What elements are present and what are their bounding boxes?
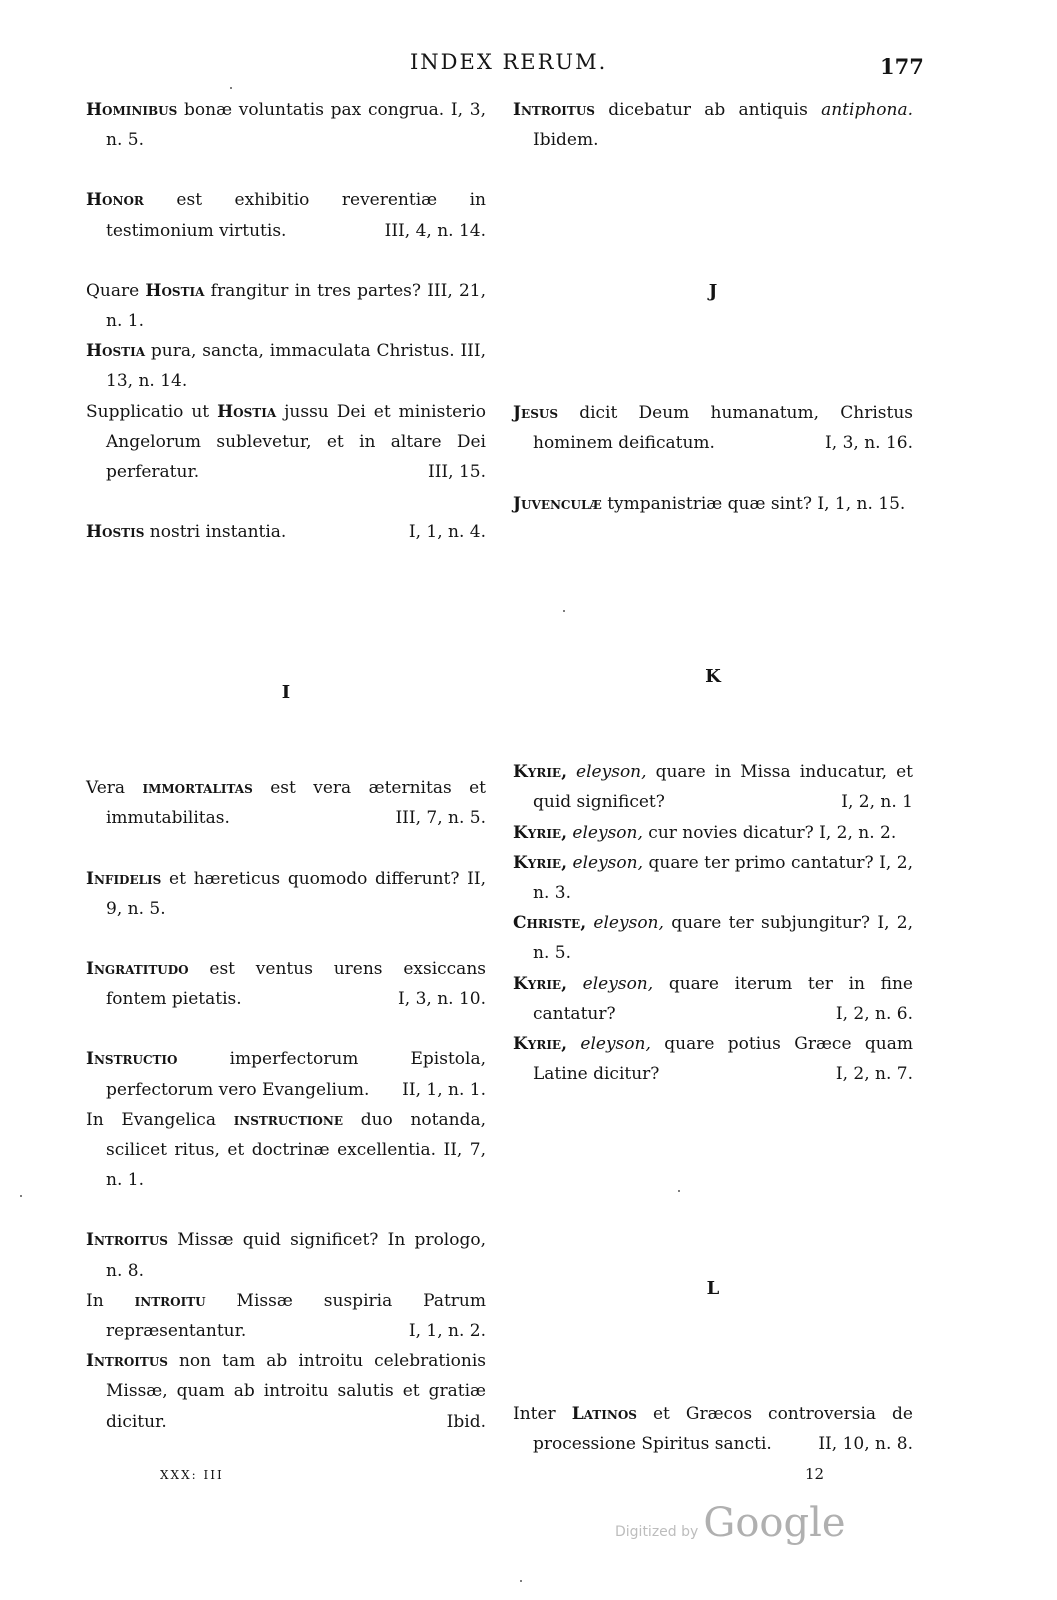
entry-keyword: Hostia [86, 341, 146, 362]
google-logo: Google [703, 1500, 846, 1546]
entry-text: pura, sancta, immaculata Christus. III, 13, n. 14. [106, 341, 486, 392]
entry-prefix: In Evangelica [86, 1109, 234, 1130]
page-number: 177 [880, 54, 924, 79]
index-entry [86, 1105, 486, 1196]
entry-text: dicebatur ab antiquis [594, 100, 822, 120]
entry-spacer [86, 924, 486, 954]
entry-reference: Ibid. [446, 1411, 486, 1432]
entry-prefix: Quare [86, 280, 146, 301]
entry-italic: eleyson, [586, 913, 664, 934]
speck [678, 1190, 680, 1192]
index-entry [513, 818, 913, 848]
index-entry [86, 276, 486, 336]
index-entry [86, 185, 486, 245]
index-entry [513, 908, 913, 968]
entry-reference: I, 1, n. 2. [408, 1321, 486, 1342]
entry-reference: I, 2, n. 1 [841, 792, 913, 813]
index-entry [86, 517, 486, 547]
entry-spacer [86, 834, 486, 864]
entry-prefix: Vera [86, 778, 143, 799]
left-column-section-i [86, 678, 486, 1437]
entry-text: cur novies dicatur? I, 2, n. 2. [642, 822, 897, 843]
entry-keyword: introitu [134, 1290, 206, 1311]
entry-keyword: Christe, [513, 913, 587, 934]
index-entry [86, 864, 486, 924]
entry-text: dicit Deum humanatum, Christus hominem deificatum. [533, 403, 913, 454]
entry-keyword: Honor [86, 190, 144, 211]
entry-text: est exhibitio reverentiæ in testimonium virtutis. [106, 190, 486, 241]
entry-text: et hæreticus quomodo differunt? II, 9, n. 5. [106, 868, 486, 919]
entry-prefix: Supplicatio ut [86, 401, 218, 422]
entry-reference: II, 1, n. 1. [402, 1079, 486, 1100]
entry-keyword: Introitus [86, 1351, 168, 1372]
index-entry [513, 1029, 913, 1089]
entry-text: quare ter primo cantatur? I, 2, n. 3. [533, 852, 913, 904]
entry-text: quare iterum ter in fine cantatur? [533, 973, 913, 1024]
entry-reference: III, 4, n. 14. [384, 220, 486, 241]
entry-italic: eleyson, [567, 973, 654, 994]
entry-keyword: Hominibus [86, 100, 178, 120]
entry-keyword: instructione [233, 1109, 343, 1130]
watermark-small-text: Digitized by [615, 1524, 699, 1540]
entry-text: quare ter subjungitur? I, 2, n. 5. [533, 913, 913, 964]
entry-keyword: Introitus [513, 100, 595, 120]
index-entry [86, 1044, 486, 1104]
entry-keyword: Juvenculæ [513, 493, 602, 514]
index-entry [86, 773, 486, 833]
entry-reference: I, 3, n. 10. [398, 989, 486, 1010]
entry-spacer [86, 246, 486, 276]
index-entry [513, 969, 913, 1029]
entry-keyword: Hostia [145, 280, 205, 301]
entry-keyword: immortalitas [142, 778, 253, 799]
entry-spacer [513, 459, 913, 489]
right-column-section-k [513, 662, 913, 1089]
index-entry [513, 489, 913, 519]
section-letter-k: K [705, 666, 721, 687]
entry-spacer [86, 155, 486, 185]
entry-prefix: In [86, 1290, 135, 1311]
index-entry [513, 398, 913, 458]
left-column-h-entries [86, 95, 486, 547]
entry-keyword: Jesus [513, 403, 558, 424]
entry-text: non tam ab introitu celebrationis Missæ, quam ab introitu salutis et gratiæ dicitur. [106, 1351, 486, 1432]
entry-spacer [86, 1195, 486, 1225]
index-entry [86, 95, 486, 155]
entry-text: duo notanda, scilicet ritus, et doctrinæ excellentia. II, 7, n. 1. [106, 1109, 486, 1191]
index-entry [86, 1346, 486, 1437]
entry-keyword: Latinos [571, 1404, 637, 1425]
entry-text: jussu Dei et ministerio Angelorum sublevetur, et in altare Dei perferatur. [106, 401, 487, 483]
entry-text: tympanistriæ quæ sint? I, 1, n. 15. [601, 493, 906, 514]
entry-text: est vera æternitas et immutabilitas. [106, 778, 487, 829]
entry-italic: eleyson, [567, 852, 643, 873]
entry-keyword: Introitus [86, 1230, 168, 1251]
right-column-section-j [513, 277, 913, 519]
section-letter-l: L [706, 1278, 720, 1299]
entry-text: est ventus urens exsiccans fontem pietatis. [106, 959, 486, 1010]
entry-text: quare in Missa inducatur, et quid significet? [533, 762, 913, 813]
entry-reference: III, 7, n. 5. [395, 808, 486, 829]
speck [230, 87, 232, 89]
index-entry [86, 1225, 486, 1285]
entry-keyword: Kyrie, [513, 1034, 567, 1055]
entry-reference: I, 2, n. 6. [835, 1003, 913, 1024]
entry-italic: antiphona. [821, 100, 913, 120]
right-column-section-l [513, 1274, 913, 1460]
speck [520, 1580, 522, 1582]
index-entry [513, 1399, 913, 1459]
right-column-top [513, 95, 913, 155]
index-entry [86, 336, 486, 396]
entry-text: et Græcos controversia de processione Spiritus sancti. [533, 1404, 913, 1455]
entry-tail: Ibidem. [533, 130, 599, 151]
entry-reference: III, 15. [428, 462, 486, 483]
entry-keyword: Kyrie, [513, 973, 567, 994]
entry-italic: eleyson, [567, 822, 643, 843]
page-header-title: INDEX RERUM. [410, 50, 608, 74]
entry-prefix: Inter [513, 1404, 572, 1425]
speck [20, 1195, 22, 1197]
entry-keyword: Kyrie, [513, 762, 567, 783]
entry-spacer [86, 487, 486, 517]
printer-signature: XXX: III [160, 1468, 224, 1482]
entry-spacer [86, 1014, 486, 1044]
entry-text: bonæ voluntatis pax congrua. I, 3, n. 5. [106, 100, 486, 151]
entry-keyword: Ingratitudo [86, 959, 189, 980]
section-letter-j: J [708, 281, 718, 302]
entry-text: imperfectorum Epistola, perfectorum vero Evangelium. [106, 1049, 486, 1100]
index-entry [86, 954, 486, 1014]
entry-keyword: Hostia [217, 401, 277, 422]
entry-text: quare potius Græce quam Latine dicitur? [533, 1034, 913, 1085]
entry-text: frangitur in tres partes? III, 21, n. 1. [106, 280, 486, 332]
entry-keyword: Kyrie, [513, 852, 567, 873]
entry-text: Missæ quid significet? In prologo, n. 8. [106, 1230, 486, 1281]
entry-text: nostri instantia. [144, 522, 287, 543]
index-entry [513, 848, 913, 908]
entry-reference: II, 10, n. 8. [818, 1434, 913, 1455]
entry-reference: I, 1, n. 4. [408, 522, 486, 543]
index-entry [86, 1286, 486, 1346]
entry-keyword: Infidelis [86, 868, 162, 889]
entry-italic: eleyson, [567, 762, 647, 783]
entry-keyword: Instructio [86, 1049, 178, 1070]
digitized-watermark [615, 1500, 846, 1546]
entry-keyword: Hostis [86, 522, 145, 543]
index-entry [513, 757, 913, 817]
entry-italic: eleyson, [567, 1034, 651, 1055]
entry-reference: I, 3, n. 16. [825, 433, 913, 454]
entry-reference: I, 2, n. 7. [835, 1064, 913, 1085]
entry-keyword: Kyrie, [513, 822, 567, 843]
index-entry [86, 397, 486, 488]
speck [563, 610, 565, 612]
entry-text: Missæ suspiria Patrum repræsentantur. [106, 1290, 487, 1342]
index-entry [513, 95, 913, 155]
section-letter-i: I [281, 682, 291, 703]
gathering-mark: 12 [805, 1465, 825, 1483]
